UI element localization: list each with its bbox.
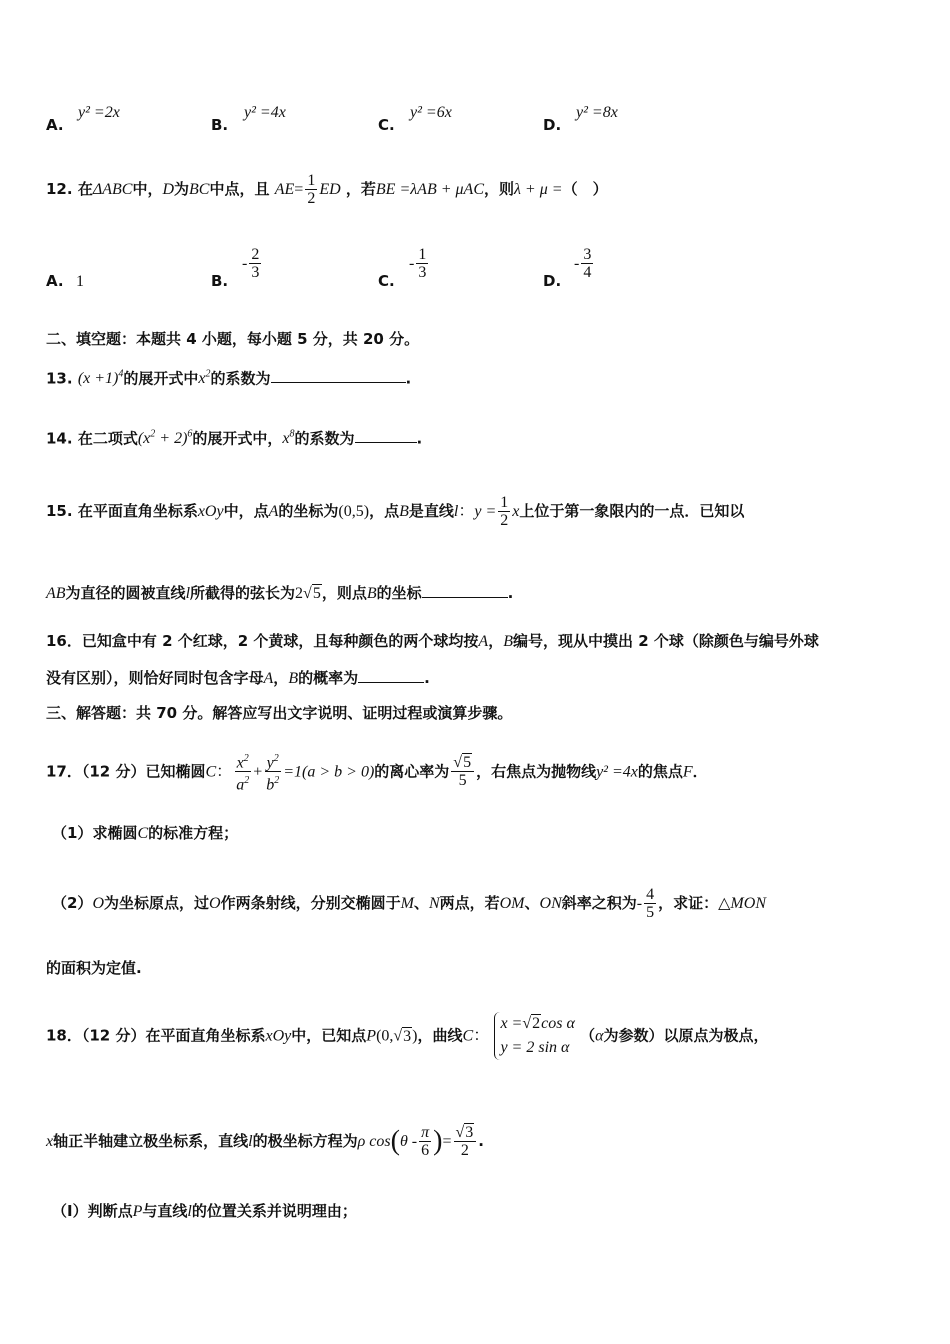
- math-base: x: [198, 370, 206, 388]
- part-label: （2）: [52, 894, 93, 912]
- question-score: （12 分）: [81, 762, 146, 781]
- question-17-part1: [52, 822, 238, 845]
- math-base: x: [282, 430, 290, 448]
- fraction: [581, 246, 593, 281]
- text: 为坐标原点，过: [104, 894, 210, 912]
- math: 2√5: [295, 585, 321, 602]
- text: 的坐标为: [278, 502, 339, 520]
- text: 中点，且: [209, 180, 270, 198]
- math-radicand: 5: [312, 585, 321, 602]
- math-base: b: [266, 776, 275, 794]
- question-17: [46, 750, 708, 794]
- section-heading: 三、解答题：共 70 分。解答应写出文字说明、证明过程或演算步骤。: [46, 704, 513, 722]
- fraction-numerator: √3: [454, 1124, 477, 1142]
- fraction-numerator: 4: [646, 886, 655, 903]
- math: y² =4x: [596, 763, 638, 781]
- text: .: [507, 584, 514, 602]
- math-exponent: 4: [118, 369, 124, 380]
- vector-AE: AE: [274, 181, 295, 198]
- text: 的系数为: [210, 369, 271, 388]
- equation: x =√2cos α: [500, 1015, 575, 1032]
- text: 的坐标: [376, 584, 422, 602]
- text: 与直线: [142, 1202, 188, 1220]
- question-15: [46, 494, 744, 529]
- text: 判断点: [87, 1202, 133, 1220]
- math: B: [288, 670, 299, 687]
- math: A: [268, 503, 279, 520]
- math: O: [92, 895, 104, 912]
- question-16-cont: [46, 667, 430, 690]
- math: AB: [46, 585, 66, 602]
- answer-blank[interactable]: [355, 428, 417, 443]
- math-exponent: 2: [205, 369, 211, 380]
- fraction-denominator: 5: [458, 772, 467, 790]
- text: ，点: [369, 502, 400, 520]
- question-15-cont: [46, 582, 513, 605]
- text: 已知椭圆: [145, 762, 206, 781]
- text: ，右焦点为抛物线: [476, 762, 597, 781]
- math: C: [137, 825, 149, 842]
- math: (0,5): [338, 503, 370, 520]
- text: 的展开式中: [123, 369, 199, 388]
- math: λ + μ =: [514, 181, 563, 198]
- sign: -: [409, 255, 415, 272]
- option-value: [409, 246, 430, 281]
- fraction-denominator: $a^2$: [236, 775, 250, 794]
- math: [198, 370, 210, 387]
- part-label: （1）: [52, 824, 93, 842]
- fraction-numerator: 1: [500, 494, 509, 511]
- fraction: [234, 750, 251, 794]
- math: l: [185, 585, 191, 602]
- math: B: [503, 633, 513, 650]
- math: xOy: [265, 1027, 292, 1045]
- fraction-denominator: 2: [460, 1142, 469, 1159]
- option-letter: B.: [211, 272, 229, 290]
- fraction: [498, 494, 510, 529]
- fraction-numerator: 1: [418, 246, 427, 263]
- text: 已知盒中有 2 个红球，2 个黄球，且每种颜色的两个球均按: [81, 632, 479, 650]
- text: 的系数为: [294, 429, 355, 448]
- fraction-numerator: 2: [251, 246, 260, 263]
- option-value: [574, 246, 595, 281]
- math: x: [512, 503, 520, 520]
- fraction-denominator: 5: [646, 904, 655, 921]
- math-coef: 2: [295, 585, 304, 602]
- text: ：: [458, 503, 475, 520]
- sign: -: [574, 255, 580, 272]
- text: 在平面直角坐标系: [77, 502, 198, 520]
- fraction: [454, 1124, 477, 1159]
- question-13: [46, 364, 411, 390]
- text: 的展开式中，: [192, 429, 283, 448]
- math: BE =λAB + μAC: [375, 181, 484, 198]
- math: ΔABC: [92, 181, 133, 198]
- option-letter: C.: [378, 116, 395, 134]
- math: ρ cos: [357, 1133, 391, 1150]
- fraction-numerator: √5: [451, 754, 474, 772]
- text: 在: [77, 180, 93, 198]
- text: 的标准方程；: [148, 824, 239, 842]
- text: 在二项式: [77, 429, 138, 448]
- math-exponent: 6: [187, 429, 193, 440]
- option-letter: D.: [543, 116, 562, 134]
- part-label: （Ⅰ）: [52, 1202, 88, 1220]
- option-letter: A.: [46, 272, 64, 290]
- text: 所截得的弦长为: [190, 584, 296, 602]
- fraction-numerator: $y^2$: [265, 750, 281, 772]
- math: θ -: [399, 1133, 418, 1150]
- math: =1(a > b > 0): [283, 763, 375, 781]
- text: 为参数）以原点为极点，: [603, 1026, 769, 1045]
- question-14: [46, 424, 422, 450]
- question-number: 18．: [46, 1026, 82, 1045]
- text: 轴正半轴建立极坐标系，直线: [53, 1132, 249, 1150]
- right-paren: ): [433, 1125, 443, 1157]
- text: ，求证：: [658, 894, 719, 912]
- text: ，若: [345, 180, 376, 198]
- math-radicand: 3: [403, 1027, 412, 1045]
- question-number: 15.: [46, 502, 73, 520]
- fraction: [451, 754, 474, 789]
- math: BC: [189, 181, 210, 198]
- fraction: [644, 886, 656, 921]
- text: .: [478, 1132, 484, 1150]
- math: C: [462, 1027, 474, 1045]
- math: l: [453, 503, 459, 520]
- math-coord: 0,: [381, 1027, 394, 1045]
- math-base: (x: [137, 430, 151, 448]
- text: 在平面直角坐标系: [145, 1026, 266, 1045]
- math: x: [46, 1133, 54, 1150]
- math: [78, 370, 124, 387]
- math: A: [263, 670, 274, 687]
- math: l: [187, 1203, 192, 1220]
- question-number: 16．: [46, 632, 82, 650]
- math-exponent: 2: [150, 429, 156, 440]
- fraction-numerator: π: [421, 1124, 430, 1141]
- sign: -: [636, 895, 643, 912]
- fraction-denominator: 2: [500, 512, 509, 529]
- text: .: [424, 669, 430, 687]
- math: O: [209, 895, 221, 912]
- text: ，: [273, 669, 289, 687]
- answer-blank[interactable]: [358, 668, 424, 683]
- question-18-cont: [46, 1124, 484, 1159]
- text: 的焦点: [637, 762, 683, 781]
- text: 为: [174, 180, 190, 198]
- equals: =: [294, 181, 304, 198]
- math-base: + 2): [155, 430, 188, 448]
- math: D: [162, 181, 175, 198]
- math: OM: [499, 895, 525, 912]
- answer-blank[interactable]: [422, 583, 508, 598]
- option-letter: D.: [543, 272, 562, 290]
- math: α: [595, 1027, 604, 1045]
- vector-ED: ED: [319, 181, 341, 198]
- question-number: 14.: [46, 429, 73, 448]
- text: 中，已知点: [291, 1026, 367, 1045]
- math-exponent: 8: [289, 429, 295, 440]
- text: 中，: [132, 180, 163, 198]
- option-value: y² =4x: [244, 104, 286, 121]
- fraction-denominator: 6: [421, 1142, 430, 1159]
- fraction-denominator: $b^2$: [266, 775, 280, 794]
- text: 的极坐标方程为: [252, 1132, 358, 1150]
- text: （: [580, 1026, 596, 1045]
- text: 上位于第一象限内的一点．已知以: [519, 502, 745, 520]
- option-value: y² =6x: [410, 104, 452, 121]
- text: 中，点: [223, 502, 269, 520]
- answer-paren: （ ）: [562, 180, 608, 198]
- left-paren: (: [390, 1125, 400, 1157]
- fraction: [249, 246, 261, 281]
- text: ，则: [483, 180, 514, 198]
- text: 的离心率为: [374, 762, 450, 781]
- math-base: y: [266, 754, 274, 772]
- math-radicand: 3: [465, 1124, 474, 1141]
- math: y =: [474, 503, 497, 520]
- text: ：: [473, 1027, 490, 1045]
- text: 没有区别），则恰好同时包含字母: [46, 669, 264, 687]
- text: ，则点: [321, 584, 367, 602]
- math: P: [132, 1203, 143, 1220]
- text: 两点，若: [439, 894, 500, 912]
- fraction: [416, 246, 428, 281]
- math: [282, 430, 294, 447]
- answer-blank[interactable]: [271, 368, 406, 383]
- text: 的位置关系并说明理由；: [191, 1202, 357, 1220]
- math: [138, 430, 193, 447]
- text: ，曲线: [417, 1026, 463, 1045]
- question-18-part1: [52, 1200, 357, 1223]
- text: 编号，现从中摸出 2 个球（除颜色与编号外球: [513, 632, 819, 650]
- text: 、: [413, 894, 429, 912]
- fraction-numerator: $x^2$: [235, 750, 251, 772]
- math: B: [399, 503, 409, 520]
- option-value: [242, 246, 263, 281]
- option-letter: C.: [378, 272, 395, 290]
- option-value: 1: [76, 273, 84, 290]
- sign: -: [242, 255, 248, 272]
- text: 是直线: [408, 502, 454, 520]
- math: N: [428, 895, 440, 912]
- math: M: [400, 895, 414, 912]
- text: 为直径的圆被直线: [65, 584, 186, 602]
- equals: =: [442, 1133, 452, 1150]
- text: 、: [524, 894, 540, 912]
- question-score: （12 分）: [81, 1026, 146, 1045]
- fraction-denominator: 2: [307, 190, 316, 207]
- option-letter: A.: [46, 116, 64, 134]
- option-value: y² =2x: [78, 104, 120, 121]
- question-12: [46, 172, 608, 207]
- text: 作两条射线，分别交椭圆于: [220, 894, 401, 912]
- math: P: [366, 1027, 377, 1045]
- question-number: 12.: [46, 180, 73, 198]
- question-17-part2-cont: 的面积为定值.: [46, 959, 142, 977]
- parametric-system: [494, 1012, 574, 1060]
- text: 求椭圆: [92, 824, 138, 842]
- equation: y = 2 sin α: [500, 1039, 570, 1056]
- fraction: [305, 172, 317, 207]
- fraction-numerator: 3: [583, 246, 592, 263]
- math: △MON: [718, 895, 766, 912]
- fraction-denominator: 4: [583, 264, 592, 281]
- math: x =: [500, 1015, 523, 1032]
- fraction-denominator: 3: [251, 264, 260, 281]
- math-base: (x +1): [77, 370, 119, 388]
- math-radicand: 2: [532, 1015, 541, 1032]
- math-base: a: [236, 776, 245, 794]
- math: cos α: [541, 1015, 575, 1032]
- fraction: [264, 750, 281, 794]
- math: l: [248, 1133, 253, 1150]
- text: 斜率之积为: [561, 894, 637, 912]
- math: B: [366, 585, 377, 602]
- math: ON: [539, 895, 562, 912]
- text: ，: [488, 632, 504, 650]
- plus: +: [253, 763, 263, 781]
- fraction-denominator: 3: [418, 264, 427, 281]
- section-heading: 二、填空题：本题共 4 小题，每小题 5 分，共 20 分。: [46, 330, 420, 348]
- question-16: [46, 630, 819, 653]
- fraction-numerator: 1: [307, 172, 316, 189]
- option-letter: B.: [211, 116, 229, 134]
- math-base: x: [236, 754, 244, 772]
- text: ．: [692, 762, 708, 781]
- question-number: 13.: [46, 369, 73, 388]
- math: F: [682, 763, 693, 781]
- text: .: [405, 369, 412, 388]
- math: C: [205, 763, 217, 781]
- option-value: y² =8x: [576, 104, 618, 121]
- question-18: [46, 1012, 769, 1060]
- math: xOy: [197, 503, 224, 520]
- math-radicand: 5: [463, 754, 472, 772]
- math: A: [478, 633, 489, 650]
- text: .: [416, 429, 423, 448]
- text: 的概率为: [298, 669, 359, 687]
- question-number: 17．: [46, 762, 82, 781]
- fraction: [419, 1124, 431, 1159]
- text: ：: [216, 763, 233, 781]
- math: (0,√3): [376, 1027, 418, 1045]
- question-17-part2: [52, 886, 766, 921]
